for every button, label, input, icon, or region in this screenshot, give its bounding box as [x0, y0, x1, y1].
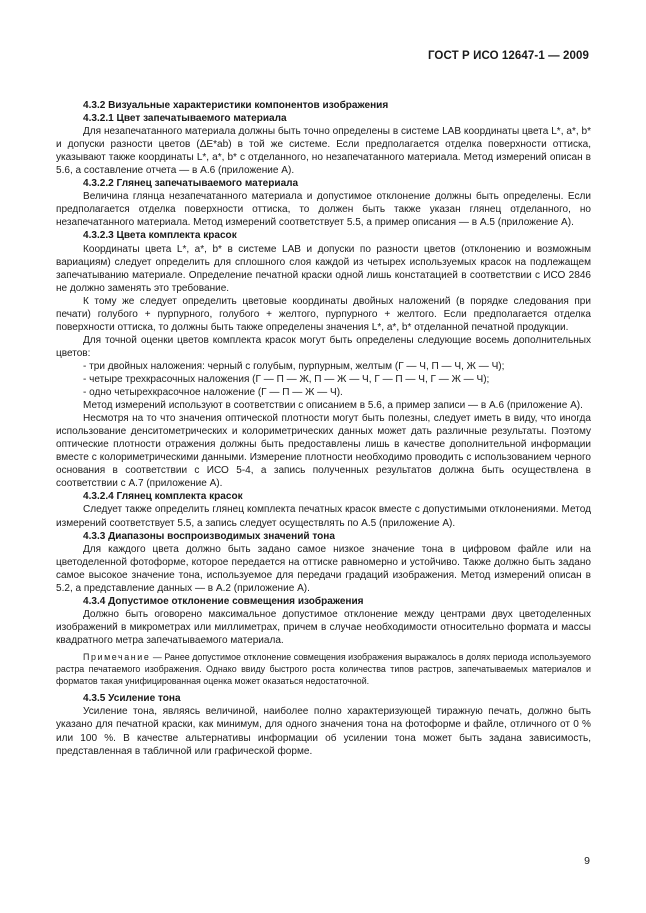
- document-header: ГОСТ Р ИСО 12647-1 — 2009: [427, 50, 589, 62]
- document-body: [56, 99, 591, 758]
- section-heading-4-3-2-1: 4.3.2.1 Цвет запечатываемого материала: [83, 113, 287, 125]
- paragraph: Метод измерений используют в соответствии с описанием в 5.6, а пример записи — в А.6 (приложение А).: [83, 400, 583, 412]
- section-heading-4-3-4: 4.3.4 Допустимое отклонение совмещения изображения: [83, 595, 364, 607]
- paragraph: Усиление тона, являясь величиной, наиболее полно характеризующей тиражную печать, должно быть указано для печатной краски, как минимум, для одного значения тона на фотоформе и файле, отличного от 0 % или 100 %. В качестве альтернативы информации об усилении тона может быть задана зависимость, представленная в табличной или графической форме.: [56, 706, 591, 757]
- list-item: - четыре трехкрасочных наложения (Г — П — Ж, П — Ж — Ч, Г — П — Ч, Г — Ж — Ч);: [83, 373, 490, 385]
- section-heading-4-3-3: 4.3.3 Диапазоны воспроизводимых значений тона: [83, 530, 335, 542]
- section-heading-4-3-2: 4.3.2 Визуальные характеристики компонентов изображения: [83, 100, 389, 111]
- paragraph: К тому же следует определить цветовые координаты двойных наложений (в порядке следования при печати) голубого + пурпурного, голубого + желтого, пурпурного + желтого. Если предполагается отделка поверхности оттиска, то должны быть также определены значения L*, a*, b* отделанной печатной продукции.: [56, 295, 591, 333]
- section-heading-4-3-2-3: 4.3.2.3 Цвета комплекта красок: [83, 230, 237, 242]
- section-heading-4-3-2-2: 4.3.2.2 Глянец запечатываемого материала: [83, 178, 299, 190]
- paragraph: Для точной оценки цветов комплекта красок могут быть определены следующие восемь дополнительных цветов:: [56, 334, 591, 359]
- paragraph: Величина глянца незапечатанного материала и допустимое отклонение должны быть определены. Если предполагается отделка поверхности оттиска, то должен быть также указан глянец отделанного, но незапечатанного материала. Метод измерений соответствует 5.5, а пример описания — в А.5 (приложение А).: [56, 191, 591, 229]
- note-paragraph: [56, 652, 591, 687]
- page-number: 9: [584, 855, 590, 867]
- section-heading-4-3-2-4: 4.3.2.4 Глянец комплекта красок: [83, 491, 243, 503]
- paragraph: Для незапечатанного материала должны быть точно определены в системе LAB координаты цвета L*, a*, b* и допуски разности цветов (ΔE*ab) в той же системе. Если предполагается отделка поверхности оттиска, указывают также координаты L*, a*, b* с отделанного, но незапечатанного материала. Метод измерений описан в 5.6, а составление отчета — в А.6 (приложение А).: [56, 126, 591, 177]
- paragraph: Следует также определить глянец комплекта печатных красок вместе с допустимыми отклонениями. Метод измерений соответствует 5.5, а запись следует осуществлять по А.5 (приложение А).: [56, 504, 591, 529]
- paragraph: Должно быть оговорено максимальное допустимое отклонение между центрами двух цветоделенных изображений в микрометрах или миллиметрах, причем в случае необходимости относительно формата и массы квадратного метра запечатываемого материала.: [56, 608, 591, 646]
- paragraph: Для каждого цвета должно быть задано самое низкое значение тона в цифровом файле или на цветоделенной фотоформе, которое передается на оттиске равномерно и устойчиво. Также должно быть задано самое высокое значение тона, используемое для передачи градаций изображения. Метод измерений описан в 5.2, а представление данных — в А.2 (приложение А).: [56, 543, 591, 594]
- note-text: — Ранее допустимое отклонение совмещения изображения выражалось в долях периода используемого растра печатаемого изображения. Однако ввиду быстрого роста количества типов растров, запечатываемых материалов и форматов такая унифицированная оценка может оказаться недостаточной.: [56, 651, 591, 686]
- list-item: - три двойных наложения: черный с голубым, пурпурным, желтым (Г — Ч, П — Ч, Ж — Ч);: [83, 360, 505, 372]
- paragraph: Координаты цвета L*, a*, b* в системе LAB и допуски по разности цветов (отклонению и возможным вариациям) следует определить для сплошного слоя каждой из четырех используемых красок на подлежащем запечатыванию материале. Определение печатной краски одной лишь констатацией в соответствии с ИСО 2846 не должно заменять это требование.: [56, 243, 591, 294]
- list-item: - одно четырехкрасочное наложение (Г — П — Ж — Ч).: [83, 387, 343, 399]
- section-heading-4-3-5: 4.3.5 Усиление тона: [83, 693, 181, 705]
- paragraph: Несмотря на то что значения оптической плотности могут быть полезны, следует иметь в виду, что иногда использование денситометрических и колориметрических данных может дать различные результаты. Поэтому оптические плотности отражения должны быть предоставлены лишь в качестве дополнительной информации вместе с колориметрическими данными. Измерение плотности необходимо проводить с использованием черного основания в соответствии с ИСО 5-4, а запись полученных результатов должна быть осуществлена в соответствии с А.7 (приложение А).: [56, 413, 591, 490]
- note-label: Примечание: [83, 651, 151, 662]
